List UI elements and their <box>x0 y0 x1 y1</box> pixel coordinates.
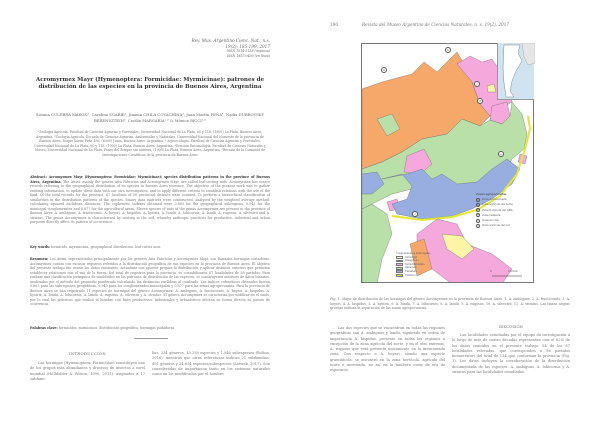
keywords <box>30 245 270 249</box>
legend-zone-item: d Zona tambera <box>477 213 501 217</box>
body-column-2: Las localidades estudiadas por el equipo de investigación a lo largo de más de cuatro décadas representan casi el 62% de los datos reunidos en el presente trabajo: 54 de las 87 localidades relevadas, que corresponden a 56 partidos bonaerenses del total de 134 que conforman la provincia (Fig. 1). Los datos incluyen la corroboración de la distribución documentada de las especies: A. ambiguus, A. lobicornis y A. striatus para las localidades estudiadas. <box>452 333 570 375</box>
figure-caption: Fig. 1. Mapa de distribución de las hormigas del género Acromyrmex en la provincia de Buenos Aires. 1. A. ambiguus, 2. A. fracticornis, 3. A. heyeri, 4. A. hispidus, 5. A. hystrix, 6. A. lundii, 7. A. lobicornis, 8. A. landii, 9. A. rugosus, 10. A. silvestrii, 11. A. striatus. Las líneas negras gruesas indican la separación de las zonas agropecuarias. <box>330 297 570 311</box>
right-page <box>300 0 600 433</box>
author-list: Susana CULEBRA MASON¹, Carolina SGARBI², Jimena CHILA COVACHINA³, Juan Martín PEÑA⁴, Nadia DUBROVSKY BERENSZTEIN⁵, Cecilia MARGARÍA¹·⁶ & Mónica RICCI¹·⁶ <box>35 112 265 123</box>
discussion-heading: DISCUSIÓN <box>499 324 523 329</box>
legend-agricultural-zones <box>476 192 513 228</box>
body-column-1: Las dos especies que se encuentran en todas las regiones geográficas son A. ambiguus y landii, siguiendo en orden de importancia A. hispidus, presente en todas las regiones a excepción de la zona agrícola del norte, y en el otro extremo, A. rugosus que está presente únicamente en la mencionada zona. Con respecto a A. heyeri, siendo una especie graminícola, se encontró en la zona hortícola, agrícola del norte e invernada, no así en la tambera como de era de esperarse. <box>330 326 445 373</box>
legend-muni-item: Industrial <box>396 256 430 260</box>
issn-print: ISSN 1514-5158 (impresa) <box>226 49 270 54</box>
running-head: Revista del Museo Argentino de Ciencias Naturales, n. s. 19(2), 2017 <box>362 22 510 27</box>
zone-callout-c: c <box>474 81 480 87</box>
legend-zone-item: b Zona agrícola del norte <box>477 203 513 207</box>
palabras-clave-body: formícidos, mirmicinos, distribución geográfica, hormigas podadoras <box>58 326 175 330</box>
palabras-clave-lead: Palabras clave: <box>30 326 58 330</box>
page-number: 190 <box>330 22 338 27</box>
zone-callout-b: b <box>445 47 451 53</box>
abstract-body: The Attini, mainly the genera Atta Fabricius and Acromyrmex Mayr, are called leaf-cutting ants. Acromyrmex has scarce records referring to the geographical distribution of its species in Buenos Aires province. The objective of the present work was to gather existing information, to update these data with our own investigation, and to apply different criteria to establish relations with the use of the land. Of the total records for the province, 87 localities of 58 provincial districts were counted. To perform a hierarchical classification of similarities in the distribution patterns of the species, binary data matrices were constructed, analyzed by the weighted average method, calculating squared euclidean distances. The cophenetic indexes obtained were 0.863 for the geographical subregions, 0.943 for the municipal conglomerates and 0.877 for the agricultural areas. Eleven species of ants of the genus Acromyrmex are present in the province of Buenos Aires: A. ambiguus, A. fracticornis, A. heyeri, A. hispidus, A. hystrix, A. lundii, A. lobicornis, A. landii, A. rugosus, A. silvestrii and A. striatus. The genus Acromyrmex is characterized by nesting in the soil, whereby anthropic practices for productive, industrial and urban purposes directly affect its pattern of occurrence. <box>30 179 270 224</box>
affiliations: ¹Zoología Agrícola, Facultad de Ciencias Agrarias y Forestales, Universidad Nacional de La Plata, 60 y 118, (1900) La Plata, Buenos Aires, Argentina. ²Zoología Agrícola, Escuela de Ciencias Agrarias, Ambientales y Naturales, Universidad Nacional del Noroeste de la provincia de Buenos Aires, Roque Sáenz Peña 456, (6000) Junín, Buenos Aires, Argentina. ³ Agroecología, Facultad de Ciencias Agrarias y Forestales, Universidad Nacional de La Plata, 60 y 118, (1900) La Plata, Buenos Aires, Argentina. ⁴División Entomología, Facultad de Ciencias Naturales y Museo, Universidad Nacional de La Plata, Paseo del Bosque sin número, (1900) La Plata, Buenos Aires, Argentina. ⁶Becaria de la Comisión de Investigaciones Científicas de la provincia de Buenos Aires <box>34 130 266 157</box>
keywords-lead: Key words: <box>30 245 51 249</box>
argentina-outline-icon <box>498 43 535 100</box>
legend-muni-item: Oleaginoso <box>396 259 430 263</box>
abstract <box>30 175 270 225</box>
argentina-inset-map <box>497 43 534 100</box>
swatch-cerealero <box>396 270 403 273</box>
zone-callout-f: f <box>412 211 418 217</box>
legend-municipal-conglomerates <box>396 252 430 277</box>
issn-online: ISSN 1853-0400 (en línea) <box>226 53 270 58</box>
legend-zone-item: e Zona de cría <box>477 219 499 223</box>
keywords-body: formicids, myrmicines, geographical distribution, leaf-cutter ants <box>51 245 161 249</box>
swatch-industrial <box>396 256 403 259</box>
resumen <box>30 257 270 307</box>
palabras-clave <box>30 326 270 330</box>
swatch-ganadero <box>396 267 403 270</box>
resumen-lead: Resumen: <box>30 257 49 261</box>
zone-callout-a: a <box>381 67 387 73</box>
legend-muni-item: Turístico <box>396 274 430 278</box>
swatch-oleaginoso <box>396 260 403 263</box>
legend-zone-item: a Zona de invernada <box>477 198 507 202</box>
swatch-turistico <box>396 274 403 277</box>
legend-muni-item: Cerealero <box>396 270 430 274</box>
legend-zones-title: Zonas agropecuarias <box>476 193 507 196</box>
journal-ref-line2: 19(2): 185-199, 2017 <box>225 43 270 49</box>
introduction-heading: INTRODUCCIÓN <box>69 351 106 356</box>
section-divider <box>134 338 168 339</box>
intro-column-2: lias, 334 géneros, 13.258 especies y 1.946 subespecies (Bolton, 2016); mientras que otras referencias indican 21 subfamilias, 491 géneros y 24.614 especies/subespecies (Antweb, 2017). Son consideradas de importancia tanto en los sistemas naturales como en los modificados por el hombre <box>152 351 270 377</box>
legend-muni-item: Ganadero <box>396 266 430 270</box>
legend-muni-title: Conglomerados municipales <box>396 252 431 255</box>
resumen-body: Los Attini, representados principalmente por los géneros Atta Fabricius y Acromyrmex Mayr, son llamados hormigas cortadoras. Acromyrmex cuenta con escasos registros referidos a la distribución geográfica de sus especies en la provincia de Buenos Aires. El objetivo del presente trabajo fue reunir los datos existentes, actualizar con aportes propios la distribución y aplicar distintos criterios que permitan establecer relaciones con el uso de la tierra. Del total de registros para la provincia, se contabilizaron 87 localidades de 58 partidos. Para realizar una clasificación jerárquica de similitudes en los patrones de distribución de las especies, se construyeron matrices de datos binarios, analizadas por el método del promedio ponderado calculando las distancias euclídeas al cuadrado. Los índices cofenéticos obtenidos fueron 0.863 para las subregiones geográficas, 0.943 para los conglomerados municipales y 0.877 para las zonas agropecuarias. Para la provincia de Buenos Aires se han registrado 11 especies de hormigas del género Acromyrmex: A. ambiguus, A. fracticornis, A. heyeri, A. hispidus, A. hystrix, A. lundii, A. lobicornis, A. landii, A. rugosus, A. silvestrii y A. striatus. El género Acromyrmex se caracteriza por nidificar en el suelo, por lo cual las prácticas que realiza el hombre con fines productivos, industriales y urbanísticos afectan en forma directa su patrón de ocurrencia. <box>30 257 270 306</box>
scale-bar-labels: 0 100 km <box>490 270 518 273</box>
swatch-industrial-mixto <box>396 263 403 266</box>
journal-reference <box>192 38 270 58</box>
legend-zone-item: f Zona agrícola del sur <box>477 224 510 228</box>
journal-ref-line1: Rev. Mus. Argentino Cienc. Nat., n.s. <box>191 38 270 43</box>
zone-callout-d: d <box>477 98 483 104</box>
legend-zone-item: c Zona hortícola del GBA <box>477 208 513 212</box>
abstract-lead: Abstract: Acromyrmex Mayr (Hymenoptera: Formicidae: Myrmicinae): species distribution patterns in the province of Buenos Aires, Argentina. <box>30 175 270 184</box>
zone-callout-e: e <box>498 151 504 157</box>
article-title: Acromyrmex Mayr (Hymenoptera: Formicidae: Myrmicinae): patrones de distribución de las especies en la provincia de Buenos Aires, Argentina <box>35 77 265 91</box>
intro-column-1: Las hormigas (Hymenoptera: Formicidae) constituyen uno de los grupos más abundantes y diversos de insectos a nivel mundial (Hölldobler & Wilson, 1990, 2011), asignados a 17 subfami- <box>30 361 145 381</box>
legend-muni-item: Industrial mixto <box>396 263 430 267</box>
